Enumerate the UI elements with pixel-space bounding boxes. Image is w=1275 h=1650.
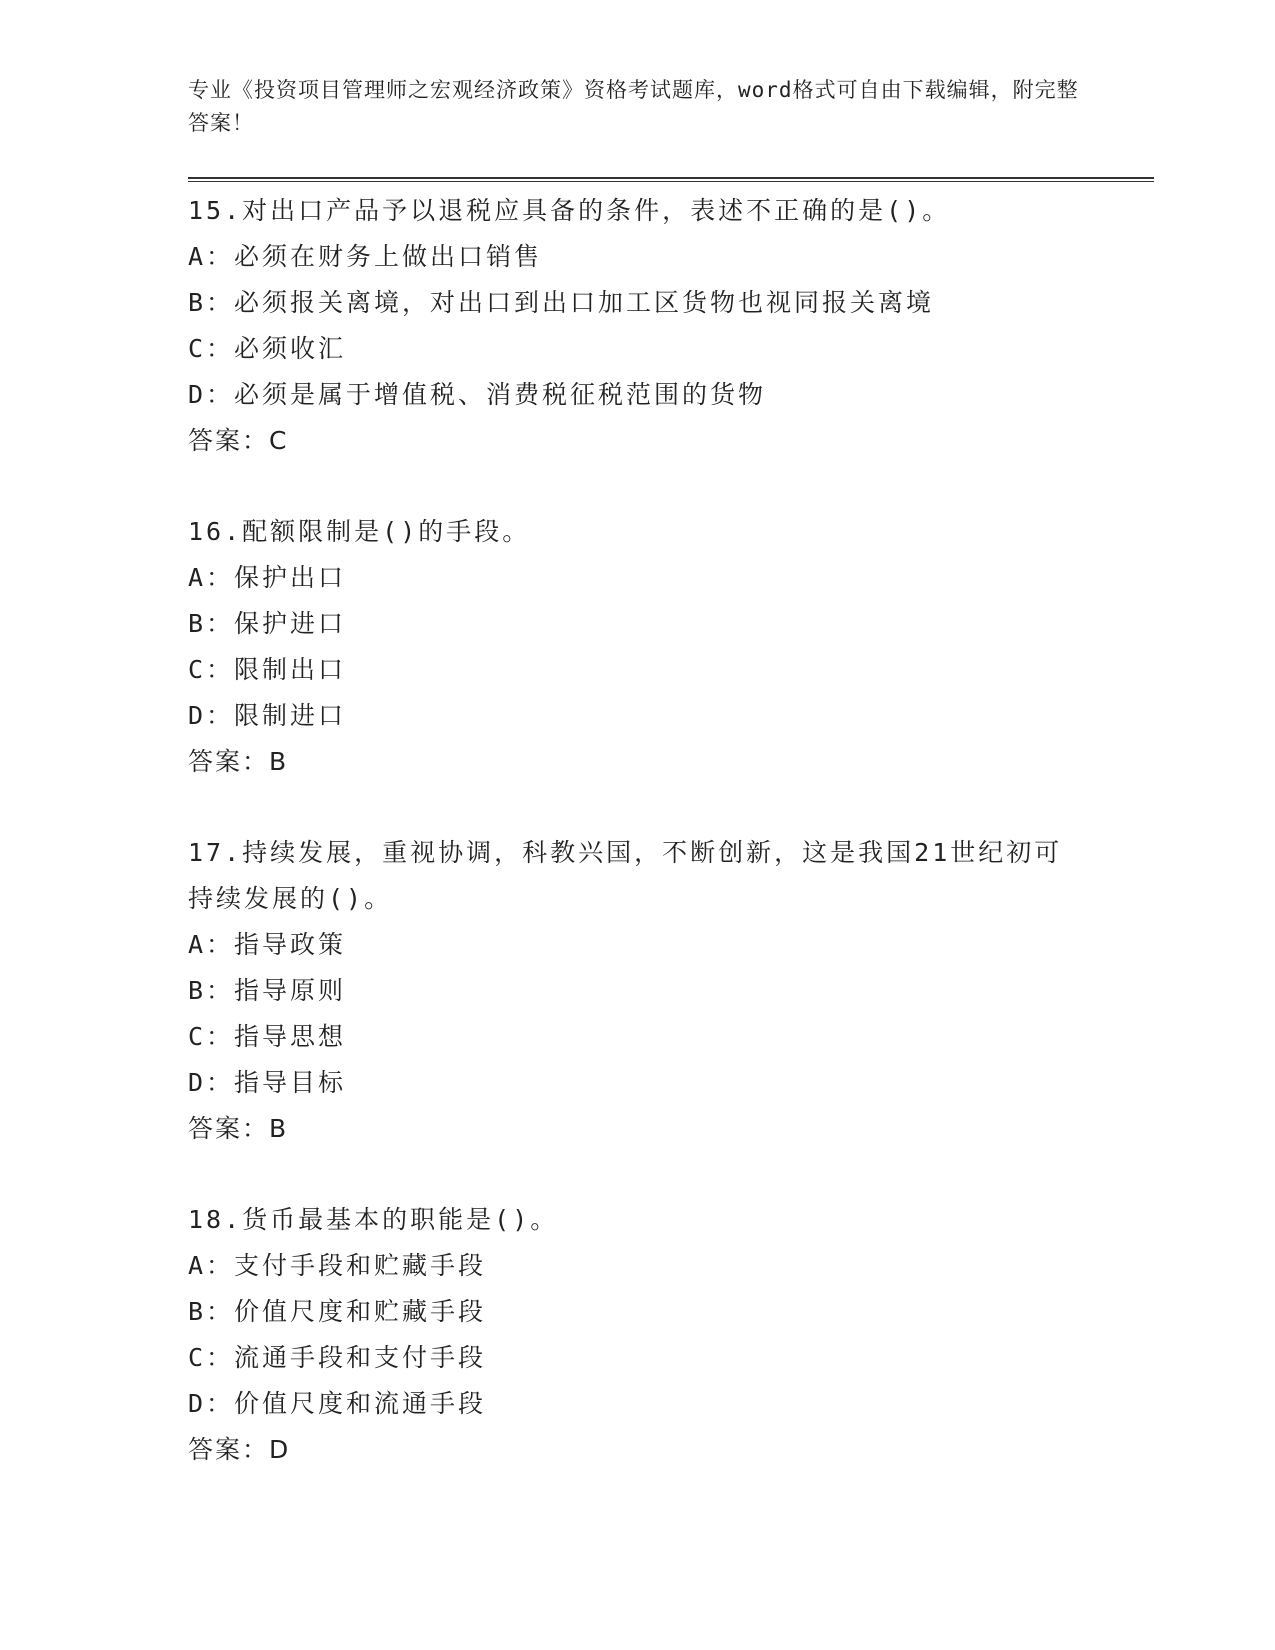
question-18 bbox=[188, 1197, 1118, 1473]
question-stem: 18.货币最基本的职能是()。 bbox=[188, 1205, 559, 1234]
question-15 bbox=[188, 188, 1118, 464]
question-stem: 15.对出口产品予以退税应具备的条件，表述不正确的是()。 bbox=[188, 196, 951, 225]
answer-line: 答案：B bbox=[188, 1114, 289, 1143]
answer-line: 答案：B bbox=[188, 747, 289, 776]
option-c: C：指导思想 bbox=[188, 1022, 347, 1051]
question-list bbox=[188, 188, 1118, 1518]
question-16 bbox=[188, 509, 1118, 785]
option-d: D：指导目标 bbox=[188, 1068, 347, 1097]
document-header: 专业《投资项目管理师之宏观经济政策》资格考试题库，word格式可自由下载编辑，附完整答案！ bbox=[188, 78, 1079, 135]
option-c: C：必须收汇 bbox=[188, 334, 347, 363]
option-a: A：必须在财务上做出口销售 bbox=[188, 242, 543, 271]
option-a: A：支付手段和贮藏手段 bbox=[188, 1251, 487, 1280]
option-b: B：必须报关离境，对出口到出口加工区货物也视同报关离境 bbox=[188, 288, 935, 317]
option-a: A：保护出口 bbox=[188, 563, 347, 592]
question-stem: 17.持续发展，重视协调，科教兴国，不断创新，这是我国21世纪初可持续发展的()。 bbox=[188, 838, 1063, 913]
option-b: B：指导原则 bbox=[188, 976, 347, 1005]
option-b: B：价值尺度和贮藏手段 bbox=[188, 1297, 487, 1326]
option-d: D：必须是属于增值税、消费税征税范围的货物 bbox=[188, 380, 767, 409]
question-17 bbox=[188, 830, 1118, 1152]
option-c: C：限制出口 bbox=[188, 655, 347, 684]
option-d: D：限制进口 bbox=[188, 701, 347, 730]
option-a: A：指导政策 bbox=[188, 930, 347, 959]
option-c: C：流通手段和支付手段 bbox=[188, 1343, 487, 1372]
header-divider bbox=[188, 177, 1154, 182]
answer-line: 答案：D bbox=[188, 1435, 291, 1464]
question-stem: 16.配额限制是()的手段。 bbox=[188, 517, 531, 546]
answer-line: 答案：C bbox=[188, 426, 289, 455]
option-d: D：价值尺度和流通手段 bbox=[188, 1389, 487, 1418]
option-b: B：保护进口 bbox=[188, 609, 347, 638]
